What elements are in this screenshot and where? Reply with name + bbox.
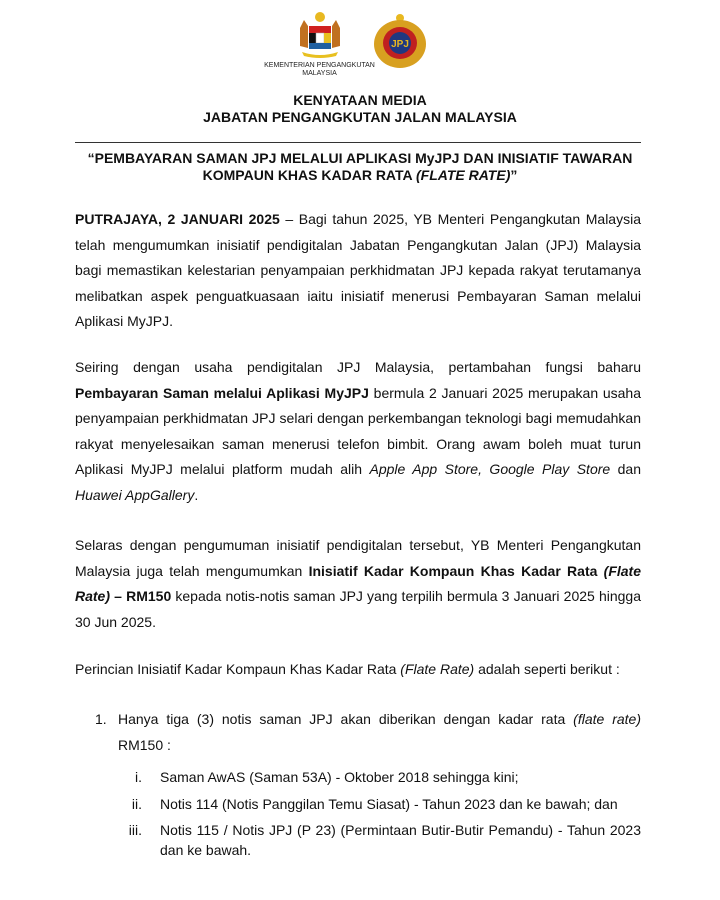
- jpj-logo-text: JPJ: [391, 39, 409, 50]
- list-text-b: RM150 :: [118, 736, 171, 753]
- paragraph-3: [75, 533, 641, 635]
- p4-text-b: adalah seperti berikut :: [474, 661, 620, 677]
- list-item-1: [95, 707, 641, 758]
- sub-list-number: ii.: [131, 796, 142, 812]
- list-item-text: [118, 707, 641, 758]
- sub-list-item: [118, 820, 641, 860]
- sub-list-text: Notis 114 (Notis Panggilan Temu Siasat) - Tahun 2023 dan ke bawah; dan: [160, 796, 618, 812]
- title-text: “PEMBAYARAN SAMAN JPJ MELALUI APLIKASI MyJPJ DAN INISIATIF TAWARAN KOMPAUN KHAS KADAR RATA: [87, 150, 633, 183]
- p2-bold: Pembayaran Saman melalui Aplikasi MyJPJ: [75, 384, 369, 401]
- p3-bold-italic: (Flate Rate): [75, 562, 641, 604]
- sub-list-item: [118, 794, 641, 814]
- title-end: ”: [510, 167, 518, 183]
- title-italic: (FLATE RATE): [416, 167, 511, 183]
- p3-bold-1: Inisiatif Kadar Kompaun Khas Kadar Rata: [308, 562, 604, 579]
- ministry-name: KEMENTERIAN PENGANGKUTAN MALAYSIA: [264, 62, 375, 77]
- sub-list-text: Notis 115 / Notis JPJ (P 23) (Permintaan Butir-Butir Pemandu) - Tahun 2023 dan ke bawah.: [160, 822, 641, 858]
- p2-text-d: .: [194, 486, 199, 503]
- p4-italic: (Flate Rate): [400, 661, 475, 677]
- header-line-1: KENYATAAN MEDIA: [293, 92, 427, 108]
- p2-text-c: dan: [610, 461, 642, 477]
- sub-list-item: [118, 767, 641, 787]
- document-title: [60, 150, 660, 184]
- p3-text-b: kepada notis-notis saman JPJ yang terpilih bermula 3 Januari 2025 hingga 30 Jun 2025.: [75, 588, 641, 630]
- list-text-a: Hanya tiga (3) notis saman JPJ akan diberikan dengan kadar rata: [118, 711, 574, 727]
- divider: [75, 142, 641, 143]
- header-line-2: JABATAN PENGANGKUTAN JALAN MALAYSIA: [203, 109, 517, 125]
- paragraph-4: [75, 657, 641, 683]
- jpj-logo: [372, 12, 428, 70]
- paragraph-1-text: – Bagi tahun 2025, YB Menteri Pengangkutan Malaysia telah mengumumkan inisiatif pendigitalan Jabatan Pengangkutan Jalan (JPJ) Malaysia bagi memastikan kelestarian penyampaian perkhidmatan JPJ kepada rakyat terutamanya melibatkan aspek penguatkuasaan iaitu inisiatif menerusi Pembayaran Saman melalui Aplikasi MyJPJ.: [75, 211, 641, 329]
- coat-of-arms-logo: [290, 10, 350, 60]
- p3-text-a: Selaras dengan pengumuman inisiatif pendigitalan tersebut, YB Menteri Pengangkutan Malaysia juga telah mengumumkan: [75, 537, 641, 579]
- p2-text-b: bermula 2 Januari 2025 merupakan usaha penyampaian perkhidmatan JPJ selari dengan perkembangan teknologi bagi memudahkan rakyat menyelesaikan saman menerusi telefon bimbit. Orang awam boleh muat turun Aplikasi MyJPJ melalui platform mudah alih: [75, 384, 641, 477]
- p3-bold-2: – RM150: [110, 588, 172, 604]
- p2-italic-2: Huawei AppGallery: [75, 486, 195, 503]
- p2-italic-1: Apple App Store, Google Play Store: [369, 461, 611, 477]
- list-italic: (flate rate): [573, 711, 641, 727]
- document-header: [0, 92, 720, 126]
- sub-list-text: Saman AwAS (Saman 53A) - Oktober 2018 sehingga kini;: [160, 769, 519, 785]
- p4-text-a: Perincian Inisiatif Kadar Kompaun Khas Kadar Rata: [75, 661, 401, 677]
- paragraph-2: [75, 355, 641, 508]
- sub-list-number: i.: [135, 769, 142, 785]
- dateline: PUTRAJAYA, 2 JANUARI 2025: [75, 211, 280, 227]
- paragraph-1: [75, 207, 641, 335]
- sub-list-number: iii.: [128, 822, 142, 838]
- logo-header: [0, 10, 720, 80]
- list-number: 1.: [95, 711, 107, 727]
- p2-text-a: Seiring dengan usaha pendigitalan JPJ Malaysia, pertambahan fungsi baharu: [75, 359, 641, 375]
